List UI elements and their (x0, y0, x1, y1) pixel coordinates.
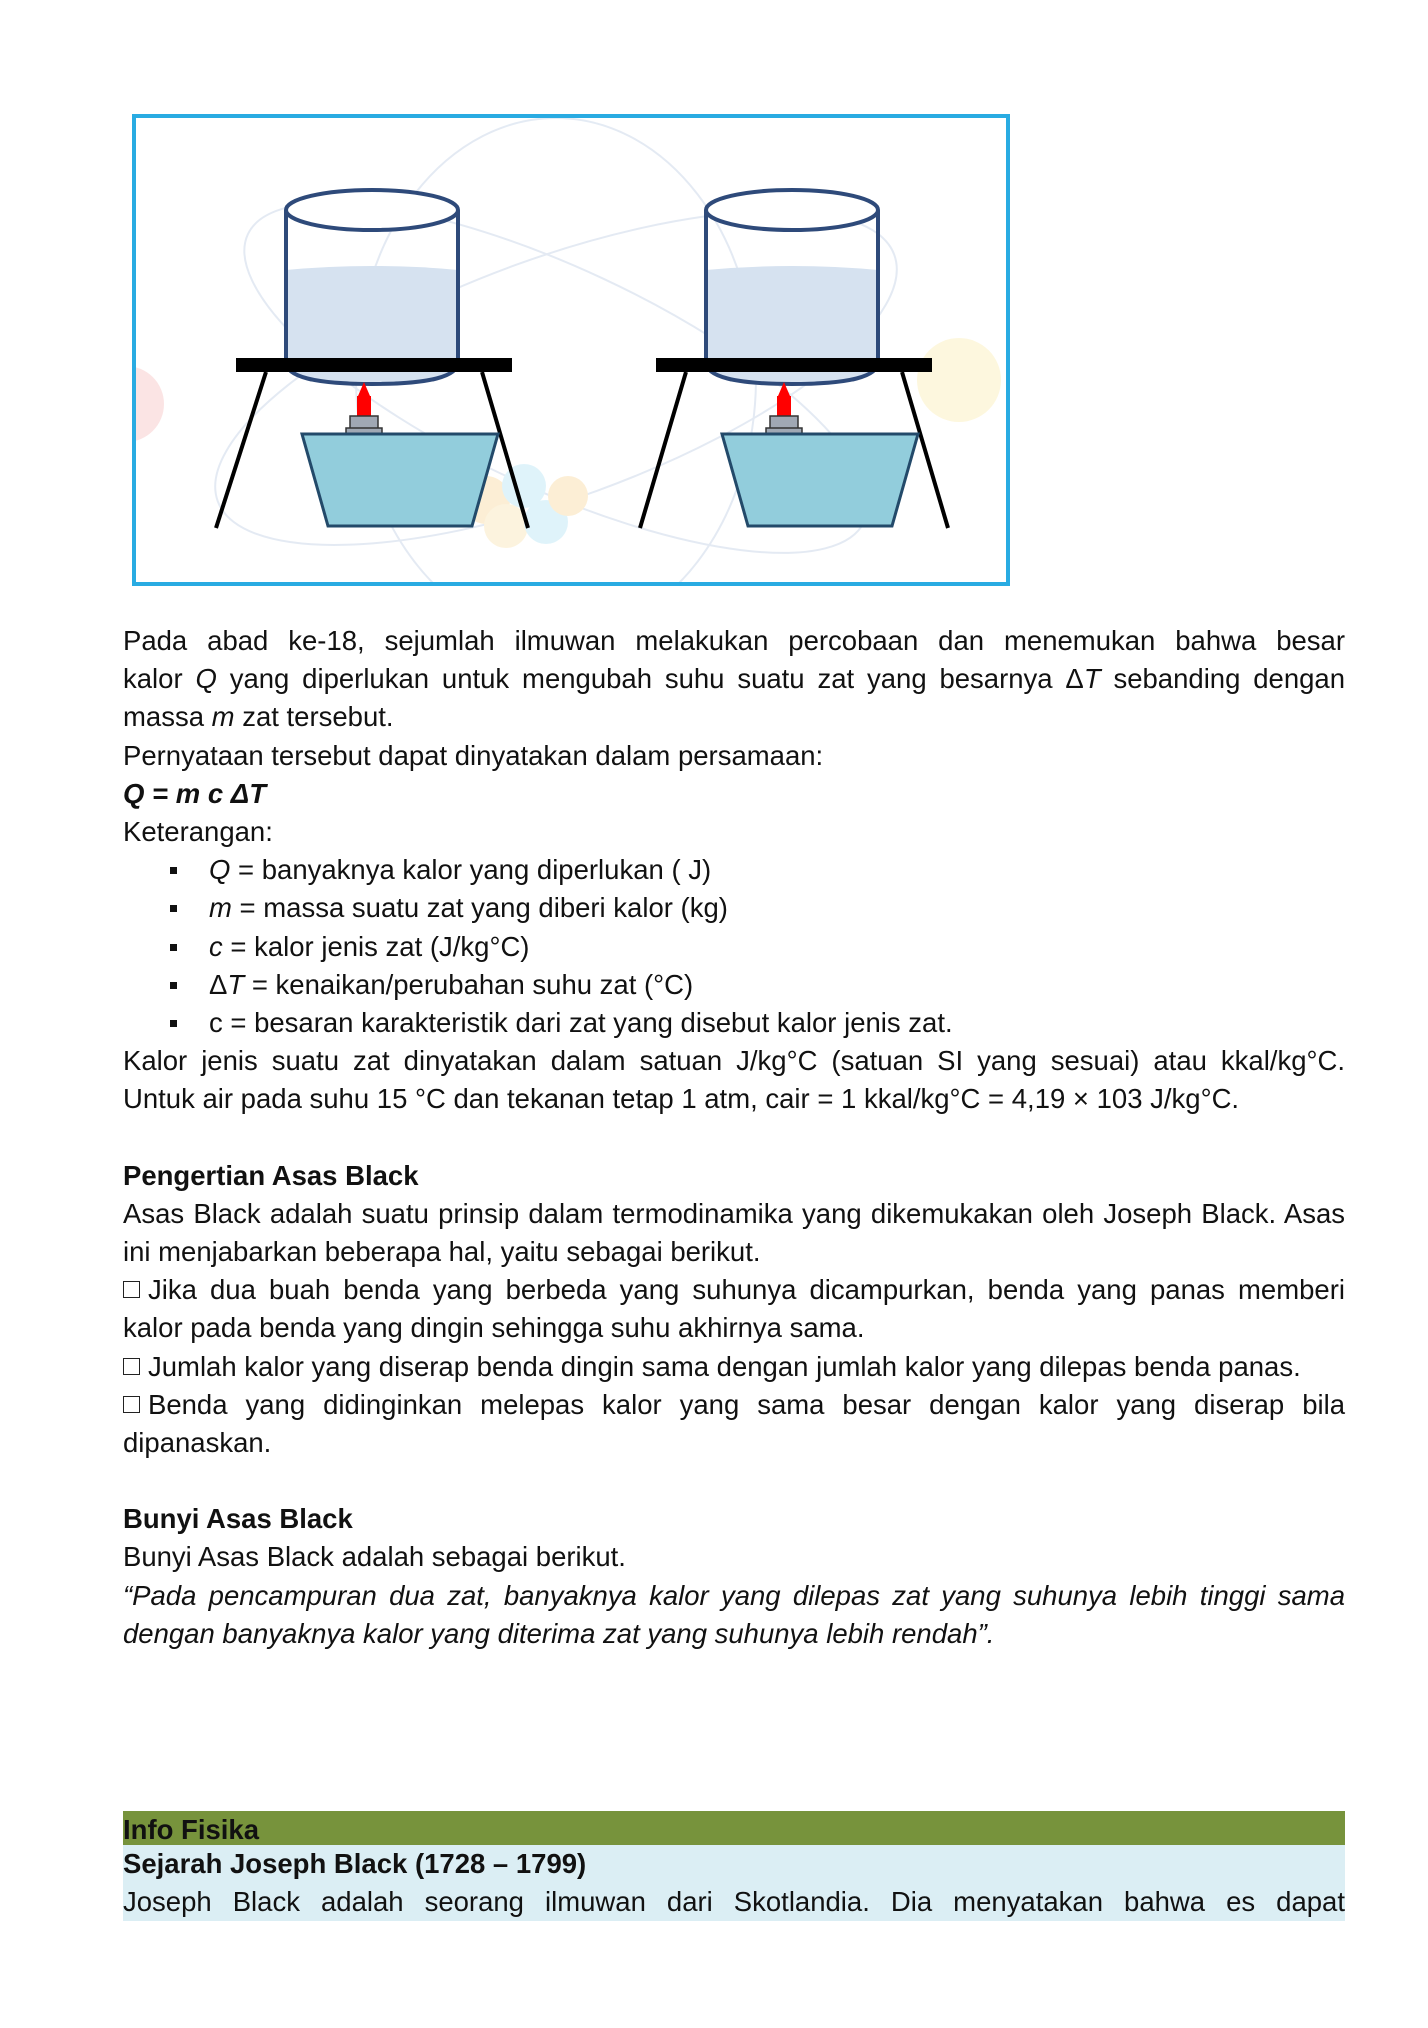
intro-text: zat tersebut. (234, 701, 394, 733)
units-line-1: Kalor jenis suatu zat dinyatakan dalam satuan J/kg°C (satuan SI yang sesuai) atau kkal/kg°C. (123, 1045, 1345, 1077)
heating-apparatus-diagram (136, 118, 1006, 582)
units-line-2: Untuk air pada suhu 15 °C dan tekanan tetap 1 atm, cair = 1 kkal/kg°C = 4,19 × 103 J/kg°C. (123, 1083, 1240, 1115)
left-tripod-top (236, 358, 512, 372)
legend-text: = massa suatu zat yang diberi kalor (kg) (231, 892, 728, 924)
point-text: Benda yang didinginkan melepas kalor yang sama besar dengan kalor yang diserap bila dipanaskan. (123, 1388, 1345, 1459)
left-beaker (286, 190, 458, 384)
legend-symbol: c (209, 930, 223, 962)
checkbox-icon (123, 1358, 140, 1375)
asas-black-point (123, 1386, 1345, 1462)
legend-text: = banyaknya kalor yang diperlukan ( J) (230, 854, 712, 886)
legend-symbol-prefix: Δ (209, 968, 228, 1000)
asas-black-point (123, 1271, 1345, 1347)
right-burner (722, 382, 918, 526)
intro-text: sebanding dengan (1100, 663, 1346, 695)
right-beaker (706, 190, 878, 384)
legend-symbol: Q (209, 854, 231, 886)
asas-black-intro: Asas Black adalah suatu prinsip dalam termodinamika yang dikemukakan oleh Joseph Black. Asas ini menjabarkan beberapa hal, yaitu sebagai berikut. (123, 1197, 1345, 1268)
intro-line-2 (123, 660, 1345, 698)
point-text: Jika dua buah benda yang berbeda yang suhunya dicampurkan, benda yang panas memberi kalor pada benda yang dingin sehingga suhu akhirnya sama. (123, 1274, 1345, 1344)
info-fisika-box (123, 1811, 1345, 1921)
legend-text: = kenaikan/perubahan suhu zat (°C) (244, 968, 694, 1000)
intro-line-3 (123, 698, 1345, 736)
intro-text: yang diperlukan untuk mengubah suhu suatu zat yang besarnya Δ (216, 663, 1084, 695)
info-box-text: Joseph Black adalah seorang ilmuwan dari Skotlandia. Dia menyatakan bahwa es dapat (123, 1886, 1345, 1917)
legend-item-m (165, 889, 1345, 927)
heat-equation: Q = m c ΔT (123, 777, 267, 809)
statement-text: Pernyataan tersebut dapat dinyatakan dalam persamaan: (123, 739, 824, 771)
symbol-t: T (1083, 663, 1101, 695)
right-tripod-leg-1 (640, 372, 686, 528)
symbol-m: m (211, 701, 235, 733)
legend-text: = kalor jenis zat (J/kg°C) (222, 930, 530, 962)
legend-item-delta-t (165, 966, 1345, 1004)
legend-item-c-definition (165, 1004, 1345, 1042)
info-box-body (123, 1845, 1345, 1921)
intro-text: massa (123, 701, 212, 733)
variable-legend-list (123, 851, 1345, 1042)
main-content (123, 622, 1345, 1653)
checkbox-icon (123, 1281, 140, 1298)
left-apparatus (216, 190, 528, 528)
info-box-header: Info Fisika (123, 1811, 1345, 1845)
experiment-illustration (132, 114, 1010, 586)
keterangan-label: Keterangan: (123, 816, 273, 848)
checkbox-icon (123, 1396, 140, 1413)
asas-black-point (123, 1348, 1345, 1386)
info-box-title: Sejarah Joseph Black (1728 – 1799) (123, 1848, 587, 1879)
legend-symbol: m (209, 892, 232, 924)
intro-line-1: Pada abad ke-18, sejumlah ilmuwan melakukan percobaan dan menemukan bahwa besar (123, 625, 1345, 656)
legend-item-q (165, 851, 1345, 889)
right-tripod-top (656, 358, 932, 372)
legend-item-c (165, 928, 1345, 966)
legend-text: c = besaran karakteristik dari zat yang disebut kalor jenis zat. (209, 1007, 953, 1039)
asas-black-heading: Pengertian Asas Black (123, 1159, 419, 1191)
left-burner (302, 382, 498, 526)
intro-text: kalor (123, 663, 196, 695)
legend-symbol: T (227, 968, 245, 1000)
bunyi-heading: Bunyi Asas Black (123, 1503, 353, 1535)
symbol-q: Q (195, 663, 217, 695)
bunyi-quote: “Pada pencampuran dua zat, banyaknya kalor yang dilepas zat yang suhunya lebih tinggi sama dengan banyaknya kalor yang diterima zat yang suhunya lebih rendah”. (123, 1579, 1345, 1649)
left-tripod-leg-1 (216, 372, 266, 528)
point-text: Jumlah kalor yang diserap benda dingin sama dengan jumlah kalor yang dilepas benda panas. (148, 1350, 1301, 1382)
bunyi-intro: Bunyi Asas Black adalah sebagai berikut. (123, 1541, 626, 1573)
right-apparatus (640, 190, 948, 528)
